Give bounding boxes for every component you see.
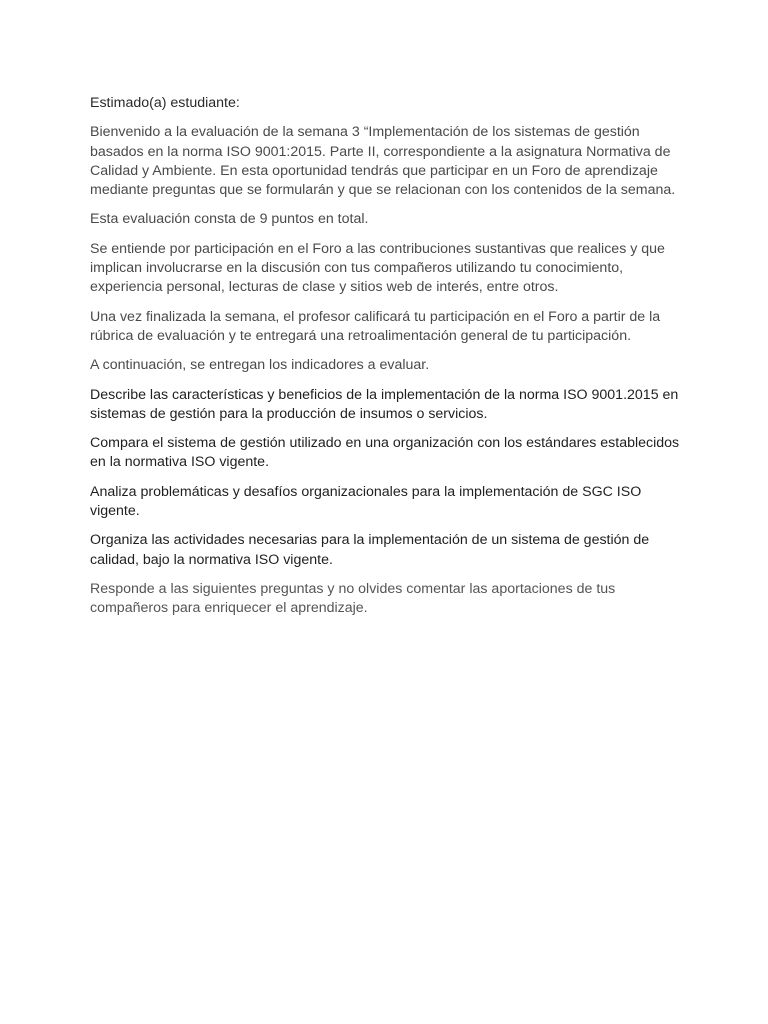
points-paragraph: Esta evaluación consta de 9 puntos en total. bbox=[90, 211, 369, 228]
document-body bbox=[90, 94, 682, 629]
indicator-item: Compara el sistema de gestión utilizado en una organización con los estándares establecidos en la normativa ISO vigente. bbox=[90, 435, 680, 471]
closing-paragraph: Responde a las siguientes preguntas y no olvides comentar las aportaciones de tus compañeros para enriquecer el aprendizaje. bbox=[90, 580, 616, 617]
participation-paragraph: Se entiende por participación en el Foro a las contribuciones sustantivas que realices y que implican involucrarse en la discusión con tus compañeros utilizando tu conocimiento, experiencia personal, lecturas de clase y sitios web de interés, entre otros. bbox=[90, 240, 665, 296]
indicator-item: Analiza problemáticas y desafíos organizacionales para la implementación de SGC ISO vigente. bbox=[90, 483, 642, 520]
indicator-item: Organiza las actividades necesarias para la implementación de un sistema de gestión de calidad, bajo la normativa ISO vigente. bbox=[90, 532, 650, 568]
grading-paragraph: Una vez finalizada la semana, el profesor calificará tu participación en el Foro a partir de la rúbrica de evaluación y te entregará una retroalimentación general de tu participación. bbox=[90, 308, 661, 344]
indicator-item: Describe las características y beneficios de la implementación de la norma ISO 9001.2015 en sistemas de gestión para la producción de insumos o servicios. bbox=[90, 386, 679, 422]
greeting-text: Estimado(a) estudiante: bbox=[90, 95, 240, 111]
intro-paragraph: Bienvenido a la evaluación de la semana 3 “Implementación de los sistemas de gestión basados en la norma ISO 9001:2015. Parte II, correspondiente a la asignatura Normativa de Calidad y Ambiente. En esta oportunidad tendrás que participar en un Foro de aprendizaje mediante preguntas que se formularán y que se relacionan con los contenidos de la semana. bbox=[90, 124, 676, 199]
indicators-intro-paragraph: A continuación, se entregan los indicadores a evaluar. bbox=[90, 357, 430, 374]
